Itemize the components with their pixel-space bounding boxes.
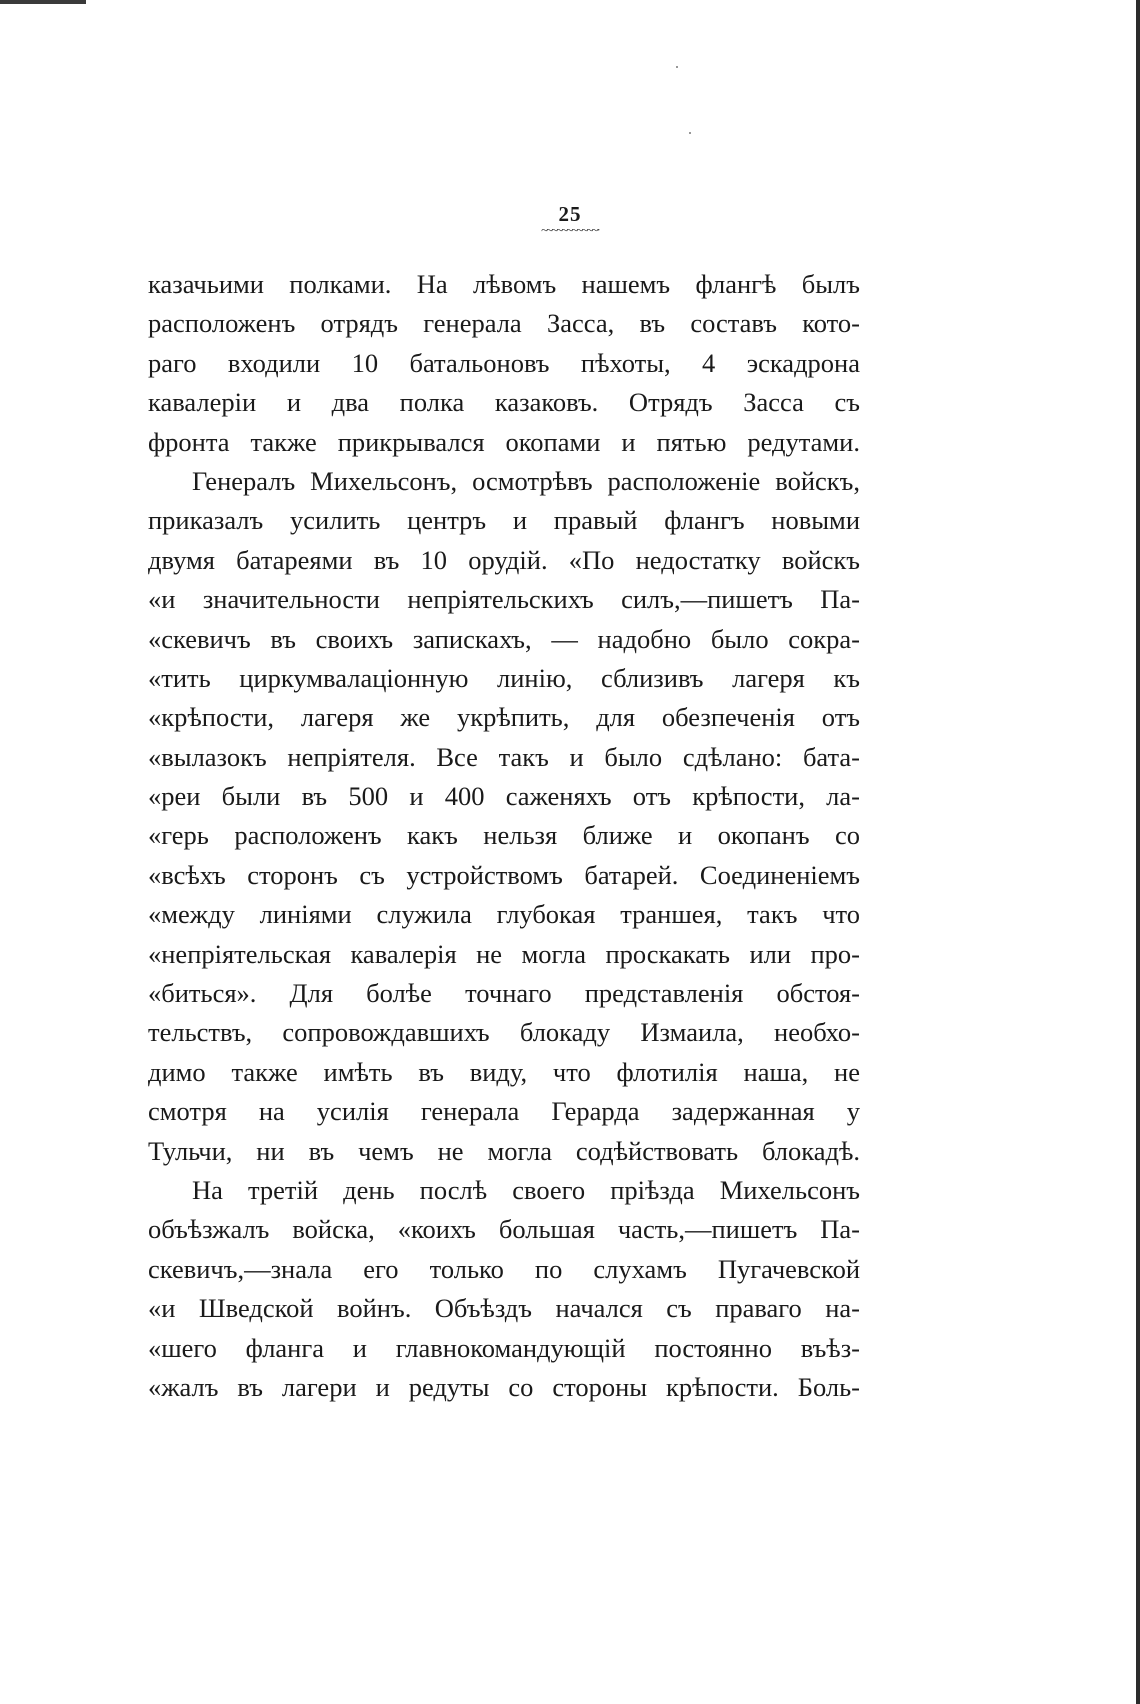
text-line: «крѣпости, лагеря же укрѣпить, для обезпеченія отъ [148, 702, 860, 733]
text-line: «реи были въ 500 и 400 саженяхъ отъ крѣпости, ла- [148, 781, 860, 812]
text-line: «жалъ въ лагери и редуты со стороны крѣпости. Боль- [148, 1371, 860, 1402]
text-line: фронта также прикрывался окопами и пятью редутами. [148, 426, 860, 457]
text-line: скевичъ,—знала его только по слухамъ Пугачевской [148, 1253, 860, 1284]
text-line: расположенъ отрядъ генерала Засса, въ составъ кото- [148, 308, 860, 339]
scan-speck [676, 66, 678, 68]
text-line: димо также имѣть въ виду, что флотилія наша, не [148, 1056, 860, 1087]
text-line: приказалъ усилить центръ и правый флангъ новыми [148, 505, 860, 536]
text-line: «и Шведской войнъ. Объѣздъ начался съ праваго на- [148, 1293, 860, 1324]
text-line: «скевичъ въ своихъ запискахъ, — надобно было сокра- [148, 623, 860, 654]
paragraph-start-line: На третій день послѣ своего пріѣзда Михельсонъ [192, 1174, 860, 1205]
page-number: 25 [558, 202, 582, 226]
text-line: объѣзжалъ войска, «коихъ большая часть,—пишетъ Па- [148, 1214, 860, 1245]
paragraph-start-line: Генералъ Михельсонъ, осмотрѣвъ расположеніе войскъ, [192, 465, 860, 496]
text-line: «биться». Для болѣе точнаго представленія обстоя- [148, 978, 860, 1009]
text-line: «герь расположенъ какъ нельзя ближе и окопанъ со [148, 820, 860, 851]
text-line: «шего фланга и главнокомандующій постоянно въѣз- [148, 1332, 860, 1363]
scan-corner-mark [0, 0, 86, 4]
text-line: смотря на усилія генерала Герарда задержанная у [148, 1096, 860, 1127]
text-line: «и значительности непріятельскихъ силъ,—пишетъ Па- [148, 584, 860, 615]
text-line: «вылазокъ непріятеля. Все такъ и было сдѣлано: бата- [148, 741, 860, 772]
text-line: двумя батареями въ 10 орудій. «По недостатку войскъ [148, 544, 860, 575]
scan-edge-rule [1136, 0, 1140, 1704]
body-text [148, 265, 860, 1407]
text-line: раго входили 10 батальоновъ пѣхоты, 4 эскадрона [148, 347, 860, 378]
text-line: кавалеріи и два полка казаковъ. Отрядъ Засса съ [148, 387, 860, 418]
text-line: «тить циркумвалаціонную линію, сблизивъ лагеря къ [148, 662, 860, 693]
text-line: тельствъ, сопровождавшихъ блокаду Измаила, необхо- [148, 1017, 860, 1048]
text-line: «всѣхъ сторонъ съ устройствомъ батарей. Соединеніемъ [148, 859, 860, 890]
text-line: Тульчи, ни въ чемъ не могла содѣйствовать блокадѣ. [148, 1135, 860, 1166]
text-line: казачьими полками. На лѣвомъ нашемъ флангѣ былъ [148, 269, 860, 299]
text-line: «непріятельская кавалерія не могла проскакать или про- [148, 938, 860, 969]
text-line: «между линіями служила глубокая траншея, такъ что [148, 899, 860, 930]
scan-speck [689, 132, 691, 134]
page-number-ornament: ~~~~~~~~~~~· [541, 222, 599, 237]
